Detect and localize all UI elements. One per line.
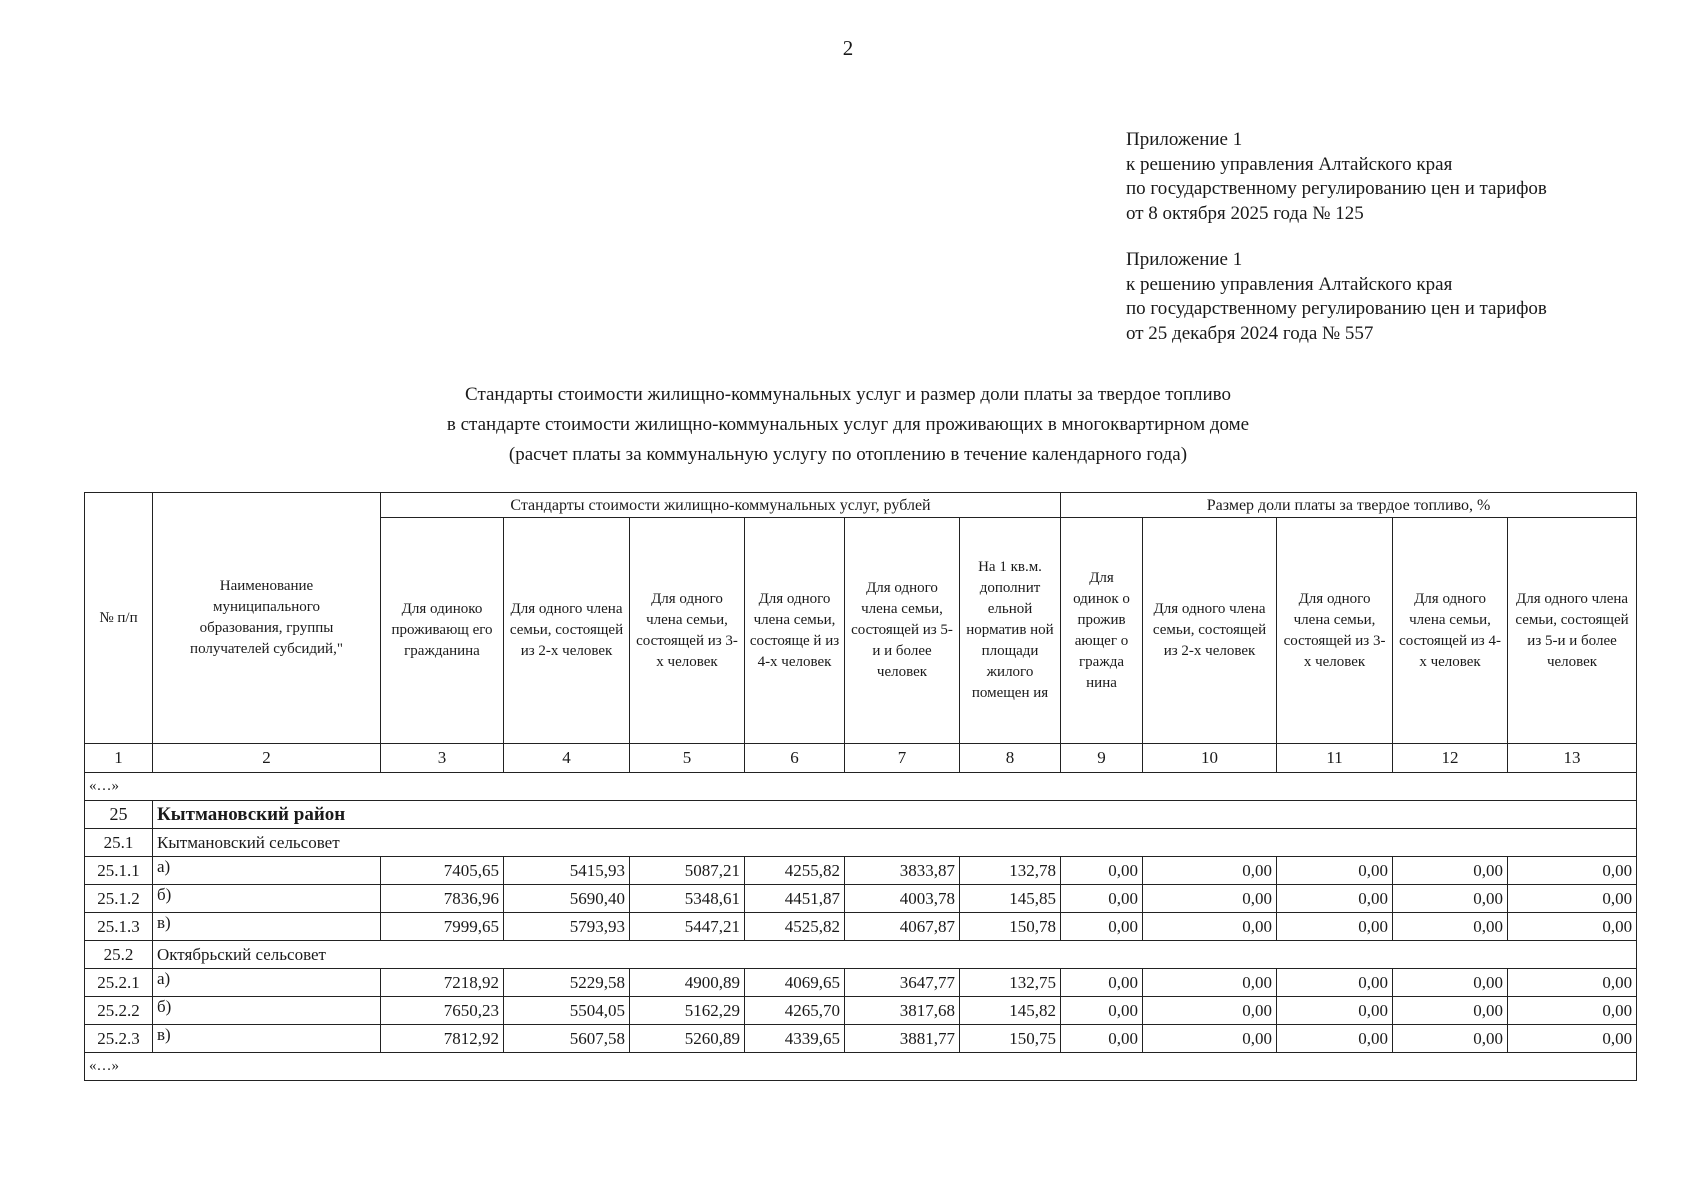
column-number: 13 [1508, 744, 1637, 773]
column-header: На 1 кв.м. дополнит ельной норматив ной площади жилого помещен ия [960, 518, 1061, 744]
column-number: 1 [85, 744, 153, 773]
value-cell: 0,00 [1508, 885, 1637, 913]
column-header: Наименование муниципального образования, группы получателей субсидий," [153, 493, 381, 744]
row-number: 25.1 [85, 829, 153, 857]
value-cell: 132,75 [960, 969, 1061, 997]
appendix-line: Приложение 1 [1126, 129, 1243, 150]
title-line: Стандарты стоимости жилищно-коммунальных услуг и размер доли платы за твердое топливо [465, 384, 1231, 405]
value-cell: 0,00 [1277, 1025, 1393, 1053]
header-row-groups [85, 493, 1637, 518]
value-cell: 7405,65 [381, 857, 504, 885]
value-cell: 0,00 [1061, 1025, 1143, 1053]
value-cell: 0,00 [1508, 857, 1637, 885]
table-row [85, 969, 1637, 997]
subdistrict-name: Октябрьский сельсовет [153, 941, 1637, 969]
value-cell: 7812,92 [381, 1025, 504, 1053]
subdistrict-row [85, 941, 1637, 969]
value-cell: 0,00 [1393, 913, 1508, 941]
value-cell: 4451,87 [745, 885, 845, 913]
value-cell: 5348,61 [630, 885, 745, 913]
row-number: 25.2.1 [85, 969, 153, 997]
value-cell: 0,00 [1061, 857, 1143, 885]
value-cell: 4003,78 [845, 885, 960, 913]
appendix-line: к решению управления Алтайского края [1126, 153, 1453, 175]
value-cell: 3647,77 [845, 969, 960, 997]
appendix-line: от 8 октября 2025 года № 125 [1126, 202, 1364, 224]
table-row [85, 857, 1637, 885]
column-number: 11 [1277, 744, 1393, 773]
column-header: Для одного члена семьи, состоящей из 4-х человек [1393, 518, 1508, 744]
value-cell: 5415,93 [504, 857, 630, 885]
column-header: Для одного члена семьи, состояще й из 4-х человек [745, 518, 845, 744]
value-cell: 5607,58 [504, 1025, 630, 1053]
appendix-line: к решению управления Алтайского края [1126, 273, 1453, 295]
column-header: Для одинок о прожив ающег о гражда нина [1061, 518, 1143, 744]
value-cell: 0,00 [1277, 913, 1393, 941]
column-number: 6 [745, 744, 845, 773]
row-number: 25.2.2 [85, 997, 153, 1025]
column-number: 2 [153, 744, 381, 773]
row-number: 25 [85, 801, 153, 829]
column-header: Для одного члена семьи, состоящей из 5-и и более человек [845, 518, 960, 744]
appendix-previous [1126, 248, 1547, 346]
row-number: 25.1.3 [85, 913, 153, 941]
ellipsis-row [85, 1053, 1637, 1081]
group-label: а) [153, 857, 381, 885]
column-header: Для одного члена семьи, состоящей из 2-х человек [504, 518, 630, 744]
appendix-line: по государственному регулированию цен и тарифов [1126, 178, 1547, 199]
appendix-current [1126, 128, 1547, 226]
appendix-line: от 25 декабря 2024 года № 557 [1126, 322, 1374, 344]
group-label: б) [153, 885, 381, 913]
value-cell: 0,00 [1143, 1025, 1277, 1053]
ellipsis-row [85, 773, 1637, 801]
column-number: 7 [845, 744, 960, 773]
subdistrict-name: Кытмановский сельсовет [153, 829, 1637, 857]
ellipsis-text: «…» [85, 773, 1637, 801]
value-cell: 0,00 [1393, 1025, 1508, 1053]
value-cell: 7650,23 [381, 997, 504, 1025]
value-cell: 0,00 [1277, 885, 1393, 913]
value-cell: 0,00 [1508, 997, 1637, 1025]
value-cell: 0,00 [1393, 857, 1508, 885]
value-cell: 7999,65 [381, 913, 504, 941]
value-cell: 4525,82 [745, 913, 845, 941]
value-cell: 0,00 [1143, 969, 1277, 997]
value-cell: 5260,89 [630, 1025, 745, 1053]
value-cell: 5793,93 [504, 913, 630, 941]
value-cell: 0,00 [1277, 997, 1393, 1025]
value-cell: 5447,21 [630, 913, 745, 941]
row-number: 25.2.3 [85, 1025, 153, 1053]
ellipsis-text: «…» [85, 1053, 1637, 1081]
value-cell: 0,00 [1143, 913, 1277, 941]
value-cell: 5087,21 [630, 857, 745, 885]
row-number: 25.1.1 [85, 857, 153, 885]
value-cell: 0,00 [1061, 913, 1143, 941]
value-cell: 4069,65 [745, 969, 845, 997]
value-cell: 0,00 [1277, 857, 1393, 885]
appendix-line: Приложение 1 [1126, 249, 1243, 270]
district-name: Кытмановский район [153, 801, 1637, 829]
table-row [85, 1025, 1637, 1053]
title-line: в стандарте стоимости жилищно-коммунальных услуг для проживающих в многоквартирном доме [446, 414, 1250, 435]
district-row [85, 801, 1637, 829]
group-header-standards: Стандарты стоимости жилищно-коммунальных услуг, рублей [381, 493, 1061, 518]
value-cell: 3881,77 [845, 1025, 960, 1053]
value-cell: 0,00 [1508, 1025, 1637, 1053]
value-cell: 7836,96 [381, 885, 504, 913]
sub1-rows [85, 857, 1637, 941]
value-cell: 0,00 [1061, 885, 1143, 913]
value-cell: 4900,89 [630, 969, 745, 997]
column-header: Для одного члена семьи, состоящей из 3-х человек [1277, 518, 1393, 744]
page-number: 2 [842, 36, 854, 60]
value-cell: 0,00 [1393, 969, 1508, 997]
standards-table [84, 492, 1637, 1081]
group-label: а) [153, 969, 381, 997]
sub2-rows [85, 969, 1637, 1053]
value-cell: 150,78 [960, 913, 1061, 941]
value-cell: 3817,68 [845, 997, 960, 1025]
value-cell: 0,00 [1061, 969, 1143, 997]
subdistrict-row [85, 829, 1637, 857]
value-cell: 4067,87 [845, 913, 960, 941]
column-header: Для одного члена семьи, состоящей из 5-и и более человек [1508, 518, 1637, 744]
column-number: 12 [1393, 744, 1508, 773]
value-cell: 3833,87 [845, 857, 960, 885]
document-title [0, 380, 1696, 470]
appendix-line: по государственному регулированию цен и тарифов [1126, 298, 1547, 319]
table-row [85, 997, 1637, 1025]
value-cell: 0,00 [1143, 885, 1277, 913]
value-cell: 5690,40 [504, 885, 630, 913]
table-row [85, 885, 1637, 913]
value-cell: 0,00 [1508, 969, 1637, 997]
column-number: 5 [630, 744, 745, 773]
title-line: (расчет платы за коммунальную услугу по отоплению в течение календарного года) [508, 444, 1188, 465]
column-header: Для одиноко проживающ его гражданина [381, 518, 504, 744]
value-cell: 132,78 [960, 857, 1061, 885]
column-number: 4 [504, 744, 630, 773]
value-cell: 0,00 [1143, 997, 1277, 1025]
column-header: № п/п [85, 493, 153, 744]
group-header-fuel-share: Размер доли платы за твердое топливо, % [1061, 493, 1637, 518]
row-number: 25.2 [85, 941, 153, 969]
value-cell: 5504,05 [504, 997, 630, 1025]
value-cell: 0,00 [1277, 969, 1393, 997]
value-cell: 0,00 [1393, 885, 1508, 913]
column-number: 3 [381, 744, 504, 773]
column-header: Для одного члена семьи, состоящей из 2-х человек [1143, 518, 1277, 744]
column-number: 10 [1143, 744, 1277, 773]
value-cell: 145,82 [960, 997, 1061, 1025]
row-number: 25.1.2 [85, 885, 153, 913]
group-label: в) [153, 1025, 381, 1053]
column-number: 9 [1061, 744, 1143, 773]
value-cell: 5162,29 [630, 997, 745, 1025]
table-row [85, 913, 1637, 941]
group-label: в) [153, 913, 381, 941]
value-cell: 4339,65 [745, 1025, 845, 1053]
value-cell: 0,00 [1393, 997, 1508, 1025]
value-cell: 0,00 [1061, 997, 1143, 1025]
column-number-row [85, 744, 1637, 773]
column-header: Для одного члена семьи, состоящей из 3-х человек [630, 518, 745, 744]
value-cell: 0,00 [1143, 857, 1277, 885]
value-cell: 0,00 [1508, 913, 1637, 941]
value-cell: 145,85 [960, 885, 1061, 913]
value-cell: 4265,70 [745, 997, 845, 1025]
group-label: б) [153, 997, 381, 1025]
value-cell: 7218,92 [381, 969, 504, 997]
value-cell: 5229,58 [504, 969, 630, 997]
column-number: 8 [960, 744, 1061, 773]
value-cell: 150,75 [960, 1025, 1061, 1053]
value-cell: 4255,82 [745, 857, 845, 885]
